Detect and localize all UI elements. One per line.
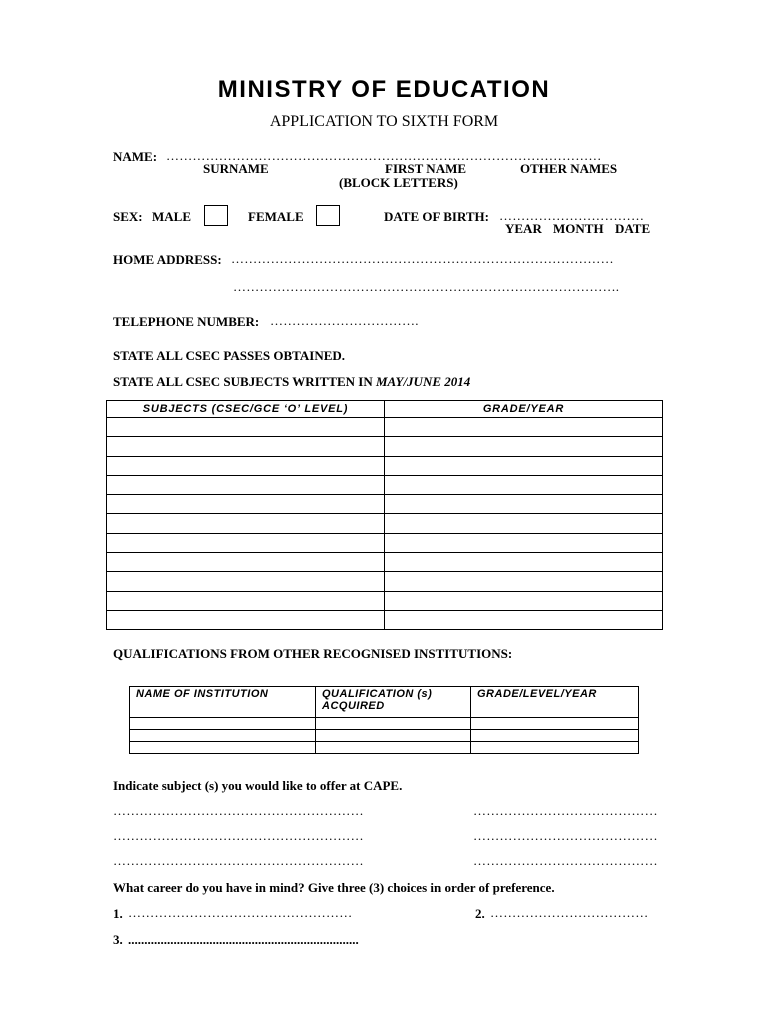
surname-caption: SURNAME xyxy=(203,161,269,176)
institution-cell[interactable] xyxy=(130,718,316,730)
dob-field[interactable]: …………………………… xyxy=(499,208,645,223)
male-label: MALE xyxy=(152,209,191,224)
cape-subject-field-3[interactable]: ………………………………………………… xyxy=(113,828,364,843)
cape-prompt: Indicate subject (s) you would like to offer at CAPE. xyxy=(113,778,403,793)
career-choice-3-field[interactable]: ....................................................................... xyxy=(128,932,359,947)
male-checkbox[interactable] xyxy=(204,205,228,226)
grade-cell[interactable] xyxy=(385,514,663,533)
grade-cell[interactable] xyxy=(385,456,663,475)
grade-level-cell[interactable] xyxy=(471,742,639,754)
female-checkbox[interactable] xyxy=(316,205,340,226)
career-choice-1-field[interactable]: …………………………………………… xyxy=(128,905,353,920)
subject-cell[interactable] xyxy=(107,437,385,456)
csec-written-prefix: STATE ALL CSEC SUBJECTS WRITTEN IN xyxy=(113,374,373,389)
qualification-column-header: QUALIFICATION (s) ACQUIRED xyxy=(316,687,471,718)
subject-cell[interactable] xyxy=(107,475,385,494)
csec-written-heading xyxy=(113,374,470,390)
form-subtitle: APPLICATION TO SIXTH FORM xyxy=(269,113,499,130)
institution-cell[interactable] xyxy=(130,730,316,742)
qualifications-table xyxy=(129,686,639,754)
dob-year-caption: YEAR xyxy=(505,221,542,236)
cape-subject-field-4[interactable]: …………………………………… xyxy=(473,828,658,843)
form-title: MINISTRY OF EDUCATION xyxy=(217,76,551,103)
career-choice-2-field[interactable]: ……………………………… xyxy=(490,905,649,920)
subject-cell[interactable] xyxy=(107,456,385,475)
table-row xyxy=(107,610,663,629)
sex-label: SEX: xyxy=(113,209,143,224)
subject-cell[interactable] xyxy=(107,418,385,437)
career-choice-1-number: 1. xyxy=(113,906,123,921)
institution-cell[interactable] xyxy=(130,742,316,754)
subject-cell[interactable] xyxy=(107,553,385,572)
block-letters-caption: (BLOCK LETTERS) xyxy=(339,175,458,190)
table-row xyxy=(107,572,663,591)
subject-cell[interactable] xyxy=(107,610,385,629)
subject-cell[interactable] xyxy=(107,591,385,610)
grade-cell[interactable] xyxy=(385,572,663,591)
dob-date-caption: DATE xyxy=(615,221,651,236)
institution-column-header: NAME OF INSTITUTION xyxy=(130,687,316,718)
grade-cell[interactable] xyxy=(385,495,663,514)
table-row xyxy=(107,533,663,552)
grade-cell[interactable] xyxy=(385,533,663,552)
career-prompt: What career do you have in mind? Give three (3) choices in order of preference. xyxy=(113,880,555,895)
name-field[interactable]: ……………………………………………………………………………………… xyxy=(166,148,602,163)
table-row xyxy=(107,514,663,533)
cape-subject-field-5[interactable]: ………………………………………………… xyxy=(113,853,364,868)
grade-level-cell[interactable] xyxy=(471,730,639,742)
cape-subject-field-6[interactable]: …………………………………… xyxy=(473,853,658,868)
grade-cell[interactable] xyxy=(385,437,663,456)
subject-cell[interactable] xyxy=(107,495,385,514)
csec-written-session: MAY/JUNE 2014 xyxy=(375,374,471,389)
qualification-cell[interactable] xyxy=(316,742,471,754)
table-row xyxy=(107,591,663,610)
grade-cell[interactable] xyxy=(385,475,663,494)
cape-subject-field-2[interactable]: …………………………………… xyxy=(473,803,658,818)
table-row xyxy=(130,742,639,754)
csec-passes-heading: STATE ALL CSEC PASSES OBTAINED. xyxy=(113,348,346,363)
grade-level-column-header: GRADE/LEVEL/YEAR xyxy=(471,687,639,718)
subject-cell[interactable] xyxy=(107,514,385,533)
subject-cell[interactable] xyxy=(107,572,385,591)
home-address-line-2[interactable]: ……………………………………………………………………………. xyxy=(233,279,620,294)
table-row xyxy=(107,456,663,475)
table-row xyxy=(107,475,663,494)
qualification-cell[interactable] xyxy=(316,718,471,730)
csec-subjects-table xyxy=(106,400,663,630)
telephone-field[interactable]: ……………………………. xyxy=(270,313,419,328)
table-row xyxy=(107,418,663,437)
subjects-column-header: SUBJECTS (CSEC/GCE ‘O’ LEVEL) xyxy=(107,401,385,418)
dob-label: DATE OF BIRTH: xyxy=(384,209,489,224)
table-row xyxy=(130,730,639,742)
name-label: NAME: xyxy=(113,149,158,164)
table-row xyxy=(107,437,663,456)
grade-cell[interactable] xyxy=(385,610,663,629)
career-choice-3-number: 3. xyxy=(113,932,123,947)
qualifications-heading: QUALIFICATIONS FROM OTHER RECOGNISED INSTITUTIONS: xyxy=(113,646,513,661)
subject-cell[interactable] xyxy=(107,533,385,552)
table-row xyxy=(130,718,639,730)
grade-cell[interactable] xyxy=(385,418,663,437)
table-row xyxy=(107,553,663,572)
dob-month-caption: MONTH xyxy=(553,221,604,236)
first-name-caption: FIRST NAME xyxy=(385,161,467,176)
grade-year-column-header: GRADE/YEAR xyxy=(385,401,663,418)
grade-cell[interactable] xyxy=(385,591,663,610)
table-row xyxy=(107,495,663,514)
qualification-cell[interactable] xyxy=(316,730,471,742)
female-label: FEMALE xyxy=(248,209,304,224)
home-address-label: HOME ADDRESS: xyxy=(113,252,222,267)
other-names-caption: OTHER NAMES xyxy=(520,161,618,176)
home-address-line-1[interactable]: …………………………………………………………………………… xyxy=(231,251,614,266)
career-choice-2-number: 2. xyxy=(475,906,485,921)
grade-cell[interactable] xyxy=(385,553,663,572)
cape-subject-field-1[interactable]: ………………………………………………… xyxy=(113,803,364,818)
telephone-label: TELEPHONE NUMBER: xyxy=(113,314,260,329)
grade-level-cell[interactable] xyxy=(471,718,639,730)
